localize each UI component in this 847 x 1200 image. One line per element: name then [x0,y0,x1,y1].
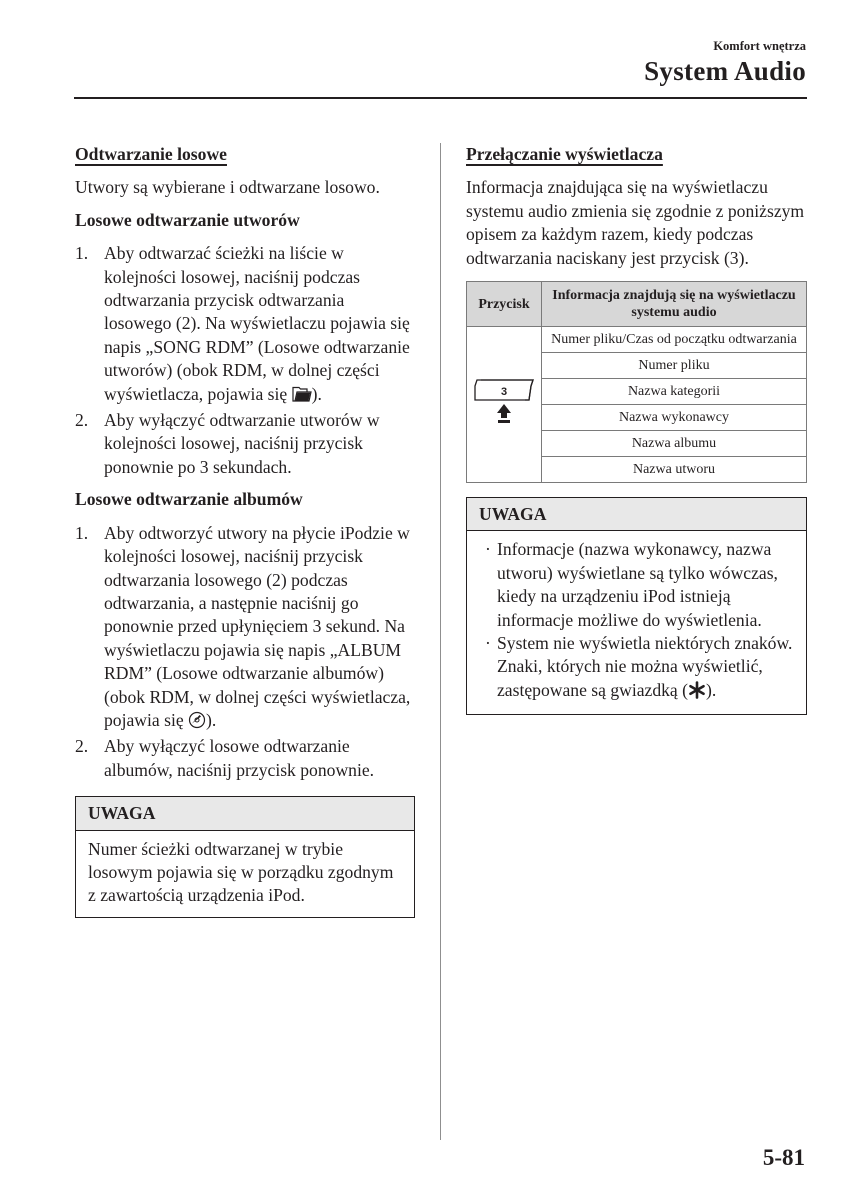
note-title: UWAGA [467,498,806,531]
track-shuffle-steps [75,242,415,479]
step-text: Aby wyłączyć losowe odtwarzanie albumów, naciśnij przycisk ponownie. [104,736,375,780]
step-text: Aby wyłączyć odtwarzanie utworów w kolejności losowej, naciśnij przycisk ponownie po 3 sekundach. [104,410,380,477]
step-number: 1. [75,522,89,543]
list-item [75,522,415,736]
list-item [75,409,415,479]
display-switch-heading: Przełączanie wyświetlacza [466,144,663,164]
note-text: Numer ścieżki odtwarzanej w trybie losowym pojawia się w porządku zgodnym z zawartością urządzenia iPod. [88,838,394,906]
step-number: 2. [75,736,89,757]
button-number-label: 3 [500,386,508,399]
column-divider [440,143,441,1140]
right-column [466,143,807,715]
step-text: Aby odtworzyć utwory na płycie iPodzie w kolejności losowej, naciśnij przycisk odtwarzania losowego (2) podczas odtwarzania, a następnie naciśnij go ponownie przed upłynięciem 3 sekund. Na wyświetlaczu pojawia się napis „ALBUM RDM” (Losowe odtwarzanie albumów) (obok RDM, w dolnej części wyświetlacza, pojawia się [104,522,411,730]
table-cell: Nazwa albumu [542,431,807,457]
list-item [75,242,415,409]
step-text-end: ). [206,709,217,730]
step-number: 1. [75,243,89,264]
note-bullet-end: ). [706,679,717,700]
table-cell: Nazwa utworu [542,457,807,483]
note-bullet-text: System nie wyświetla niektórych znaków. Znaki, których nie można wyświetlić, zastępowane są gwiazdką ( [497,633,793,700]
note-body [467,531,806,714]
album-shuffle-steps [75,522,415,782]
arrow-up-button-icon [467,372,541,432]
table-cell: Nazwa wykonawcy [542,405,807,431]
table-cell: Nazwa kategorii [542,379,807,405]
list-item [75,735,415,782]
table-cell: Numer pliku/Czas od początku odtwarzania [542,327,807,353]
step-number: 2. [75,410,89,431]
column-header-info: Informacja znajdują się na wyświetlaczu systemu audio [542,282,807,327]
step-text: Aby odtwarzać ścieżki na liście w kolejności losowej, naciśnij podczas odtwarzania przycisk odtwarzania losowego (2). Na wyświetlaczu pojawia się napis „SONG RDM” (Losowe odtwarzanie utworów) (obok RDM, w dolnej części wyświetlacza, pojawia się [104,243,410,404]
album-disc-icon [188,711,206,735]
shuffle-intro: Utwory są wybierane i odtwarzane losowo. [75,177,380,198]
column-header-button: Przycisk [467,282,542,327]
asterisk-icon [688,681,706,705]
album-shuffle-heading: Losowe odtwarzanie albumów [75,489,303,510]
header-rule [74,97,807,99]
note-box [466,497,807,715]
page-number: 5-81 [762,1145,805,1170]
track-shuffle-heading: Losowe odtwarzanie utworów [75,209,300,230]
section-label: Komfort wnętrza [713,39,806,53]
display-info-table [466,281,807,483]
note-bullet [479,538,794,632]
note-box [75,796,415,918]
table-row [467,327,807,353]
bullet-dot: · [485,539,491,560]
note-bullet-text: Informacje (nazwa wykonawcy, nazwa utworu) wyświetlane są tylko wówczas, kiedy na urządzeniu iPod istnieją informacje możliwe do wyświetlenia. [497,539,778,630]
shuffle-heading: Odtwarzanie losowe [75,144,227,164]
folder-icon [292,386,312,409]
page-title: System Audio [644,56,806,86]
bullet-dot: · [485,633,491,654]
button-cell [467,327,542,483]
table-header-row [467,282,807,327]
note-title: UWAGA [76,797,414,830]
left-column [75,143,415,918]
note-bullet [479,632,794,705]
display-switch-intro: Informacja znajdująca się na wyświetlaczu systemu audio zmienia się zgodnie z poniższym opisem za każdym razem, kiedy podczas odtwarzania naciskany jest przycisk (3). [466,177,805,268]
table-cell: Numer pliku [542,353,807,379]
step-text-end: ). [311,383,322,404]
